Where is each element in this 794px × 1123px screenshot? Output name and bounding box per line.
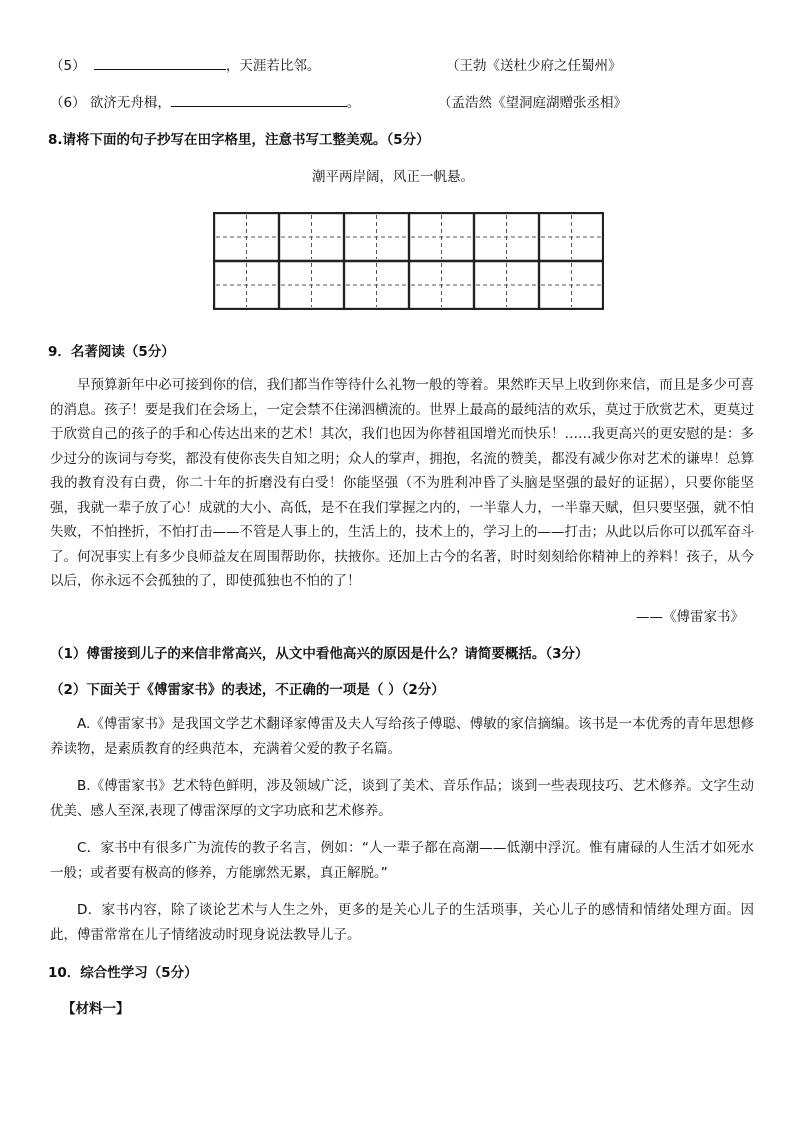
item-number: （6） <box>50 95 86 111</box>
answer-blank[interactable] <box>94 55 226 70</box>
question-8-heading: 8.请将下面的句子抄写在田字格里，注意书写工整美观。（5分） <box>48 132 430 148</box>
sub-question-1: （1）傅雷接到儿子的来信非常高兴，从文中看他高兴的原因是什么？请简要概括。（3分） <box>50 646 589 662</box>
line-text-before: 欲济无舟楫， <box>89 95 171 111</box>
copy-sentence: 潮平两岸阔，风正一帆悬。 <box>312 169 474 185</box>
option-d: D．家书内容，除了谈论艺术与人生之外，更多的是关心儿子的生活琐事，关心儿子的感情和情绪处理方面。因此，傅雷常常在儿子情绪波动时现身说法教导儿子。 <box>50 902 754 943</box>
question-9-heading: 9．名著阅读（5分） <box>48 344 175 360</box>
question-10-heading: 10．综合性学习（5分） <box>48 965 198 981</box>
reading-passage: 早预算新年中必可接到你的信，我们都当作等待什么礼物一般的等着。果然昨天早上收到你来信，而且是多少可喜的消息。孩子！要是我们在会场上，一定会禁不住涕泗横流的。世界上最高的最纯洁的欢乐，莫过于欣赏艺术，更莫过于欣赏自己的孩子的手和心传达出来的艺术！其次，我们也因为你替祖国增光而快乐！……我更高兴的更安慰的是：多少过分的诙词与夸奖，都没有使你丧失自知之明；众人的掌声，拥抱，名流的赞美，都没有减少你对艺术的谦卑！总算我的教育没有白费，你二十年的折磨没有白受！你能坚强（不为胜利冲昏了头脑是坚强的最好的证据），只要你能坚强，我就一辈子放了心！成就的大小、高低，是不在我们掌握之内的，一半靠人力，一半靠天赋，但只要坚强，就不怕失败，不怕挫折，不怕打击——不管是人事上的，生活上的，技术上的，学习上的——打击；从此以后你可以孤军奋斗了。何况事实上有多少良师益友在周围帮助你，扶掖你。还加上古今的名著，时时刻刻给你精神上的养料！孩子，从今以后，你永远不会孤独的了，即使孤独也不怕的了！ <box>50 377 754 589</box>
answer-blank[interactable] <box>171 92 347 107</box>
source-6: （孟浩然《望洞庭湖赠张丞相》 <box>438 95 627 111</box>
option-c: C．家书中有很多广为流传的教子名言，例如：“人一辈子都在高潮——低潮中浮沉。惟有庸碌的人生活才如死水一般；或者要有极高的修养，方能廓然无累，真正解脱。” <box>50 840 754 881</box>
source-5: （王勃《送杜少府之任蜀州》 <box>446 58 622 74</box>
line-text: ，天涯若比邻。 <box>225 58 321 74</box>
tianzige-grid[interactable] <box>213 212 604 310</box>
material-one-label: 【材料一】 <box>62 1001 130 1017</box>
option-b: B.《傅雷家书》艺术特色鲜明，涉及领域广泛，谈到了美术、音乐作品；谈到一些表现技巧、艺术修养。文字生动优美、感人至深,表现了傅雷深厚的文字功底和艺术修养。 <box>50 778 754 819</box>
item-number: （5） <box>50 58 86 74</box>
option-a: A.《傅雷家书》是我国文学艺术翻译家傅雷及夫人写给孩子傅聪、傅敏的家信摘编。该书是一本优秀的青年思想修养读物，是素质教育的经典范本，充满着父爱的教子名篇。 <box>50 716 754 757</box>
passage-attribution: ——《傅雷家书》 <box>636 609 744 625</box>
line-text-after: 。 <box>346 95 361 111</box>
fill-line-6 <box>50 91 360 111</box>
sub-question-2: （2）下面关于《傅雷家书》的表述，不正确的一项是（ ）（2分） <box>50 682 445 698</box>
fill-line-5 <box>50 54 320 74</box>
grid-drawing <box>213 212 604 310</box>
